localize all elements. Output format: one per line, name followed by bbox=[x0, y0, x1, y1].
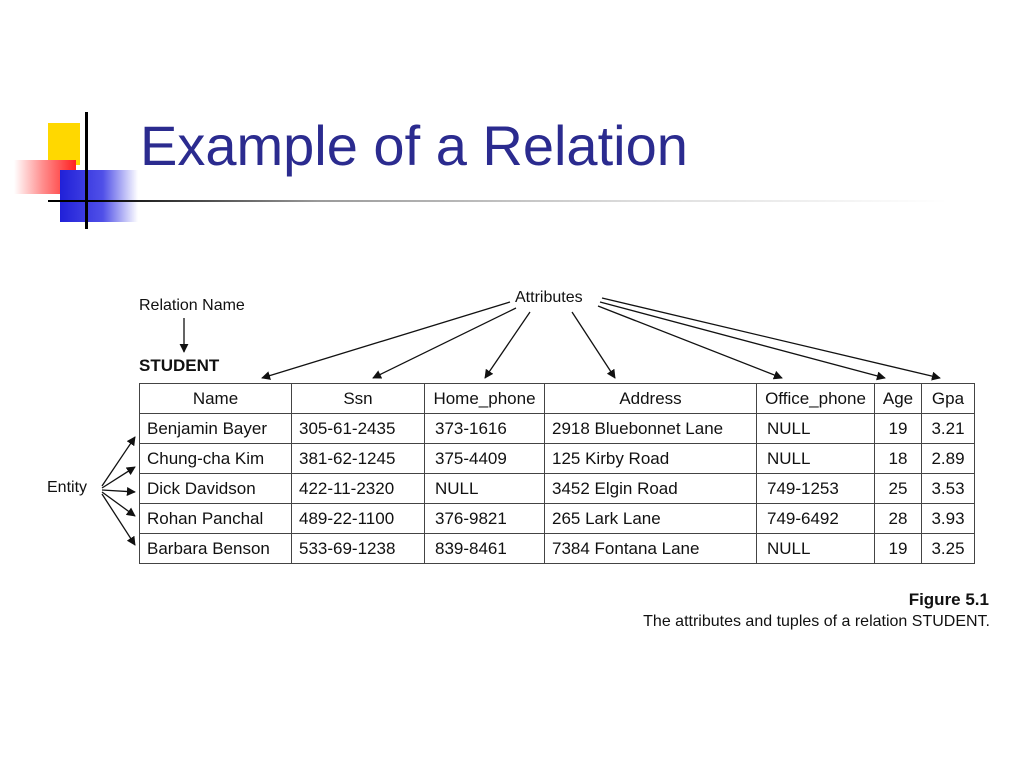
cell-address: 125 Kirby Road bbox=[545, 444, 757, 474]
cell-office-phone: 749-6492 bbox=[757, 504, 875, 534]
figure-caption: The attributes and tuples of a relation STUDENT. bbox=[643, 613, 990, 630]
header-home-phone: Home_phone bbox=[425, 384, 545, 414]
cell-home-phone: 373-1616 bbox=[425, 414, 545, 444]
cell-ssn: 533-69-1238 bbox=[292, 534, 425, 564]
cell-ssn: 381-62-1245 bbox=[292, 444, 425, 474]
cell-age: 19 bbox=[875, 534, 922, 564]
cell-age: 28 bbox=[875, 504, 922, 534]
cell-home-phone: NULL bbox=[425, 474, 545, 504]
cell-ssn: 422-11-2320 bbox=[292, 474, 425, 504]
relation-name-student: STUDENT bbox=[139, 356, 220, 375]
cell-address: 3452 Elgin Road bbox=[545, 474, 757, 504]
cell-home-phone: 839-8461 bbox=[425, 534, 545, 564]
table-row bbox=[140, 444, 975, 474]
cell-name: Rohan Panchal bbox=[140, 504, 292, 534]
relation-name-label: Relation Name bbox=[139, 297, 245, 314]
cell-ssn: 489-22-1100 bbox=[292, 504, 425, 534]
arrow-entity-row-4 bbox=[102, 492, 135, 516]
cell-name: Barbara Benson bbox=[140, 534, 292, 564]
entity-label: Entity bbox=[47, 479, 88, 496]
cell-name: Benjamin Bayer bbox=[140, 414, 292, 444]
header-address: Address bbox=[545, 384, 757, 414]
arrow-entity-row-1 bbox=[102, 437, 135, 486]
cell-age: 19 bbox=[875, 414, 922, 444]
arrow-attr-age bbox=[600, 302, 885, 378]
cell-office-phone: NULL bbox=[757, 414, 875, 444]
cell-gpa: 3.53 bbox=[922, 474, 975, 504]
table-header-row bbox=[140, 384, 975, 414]
cell-office-phone: NULL bbox=[757, 534, 875, 564]
cell-gpa: 3.93 bbox=[922, 504, 975, 534]
cell-name: Dick Davidson bbox=[140, 474, 292, 504]
table-row bbox=[140, 504, 975, 534]
arrow-attr-office-phone bbox=[598, 306, 782, 378]
table-row bbox=[140, 474, 975, 504]
cell-age: 18 bbox=[875, 444, 922, 474]
table-row bbox=[140, 534, 975, 564]
cell-address: 2918 Bluebonnet Lane bbox=[545, 414, 757, 444]
attributes-label: Attributes bbox=[515, 289, 583, 306]
table-row bbox=[140, 414, 975, 444]
cell-name: Chung-cha Kim bbox=[140, 444, 292, 474]
cell-office-phone: NULL bbox=[757, 444, 875, 474]
cell-age: 25 bbox=[875, 474, 922, 504]
cell-gpa: 3.21 bbox=[922, 414, 975, 444]
cell-address: 7384 Fontana Lane bbox=[545, 534, 757, 564]
arrow-attr-ssn bbox=[373, 308, 516, 378]
header-name: Name bbox=[140, 384, 292, 414]
arrow-attr-home-phone bbox=[485, 312, 530, 378]
arrow-entity-row-3 bbox=[102, 490, 135, 492]
cell-ssn: 305-61-2435 bbox=[292, 414, 425, 444]
figure-number: Figure 5.1 bbox=[908, 590, 989, 609]
cell-gpa: 2.89 bbox=[922, 444, 975, 474]
cell-home-phone: 375-4409 bbox=[425, 444, 545, 474]
header-office-phone: Office_phone bbox=[757, 384, 875, 414]
arrow-attr-gpa bbox=[602, 298, 940, 378]
cell-office-phone: 749-1253 bbox=[757, 474, 875, 504]
arrow-attr-address bbox=[572, 312, 615, 378]
cell-gpa: 3.25 bbox=[922, 534, 975, 564]
slide-title: Example of a Relation bbox=[140, 114, 688, 177]
header-age: Age bbox=[875, 384, 922, 414]
arrow-attr-name bbox=[262, 302, 510, 378]
cell-home-phone: 376-9821 bbox=[425, 504, 545, 534]
header-gpa: Gpa bbox=[922, 384, 975, 414]
student-table bbox=[139, 383, 975, 564]
header-ssn: Ssn bbox=[292, 384, 425, 414]
cell-address: 265 Lark Lane bbox=[545, 504, 757, 534]
arrow-entity-row-5 bbox=[102, 494, 135, 545]
